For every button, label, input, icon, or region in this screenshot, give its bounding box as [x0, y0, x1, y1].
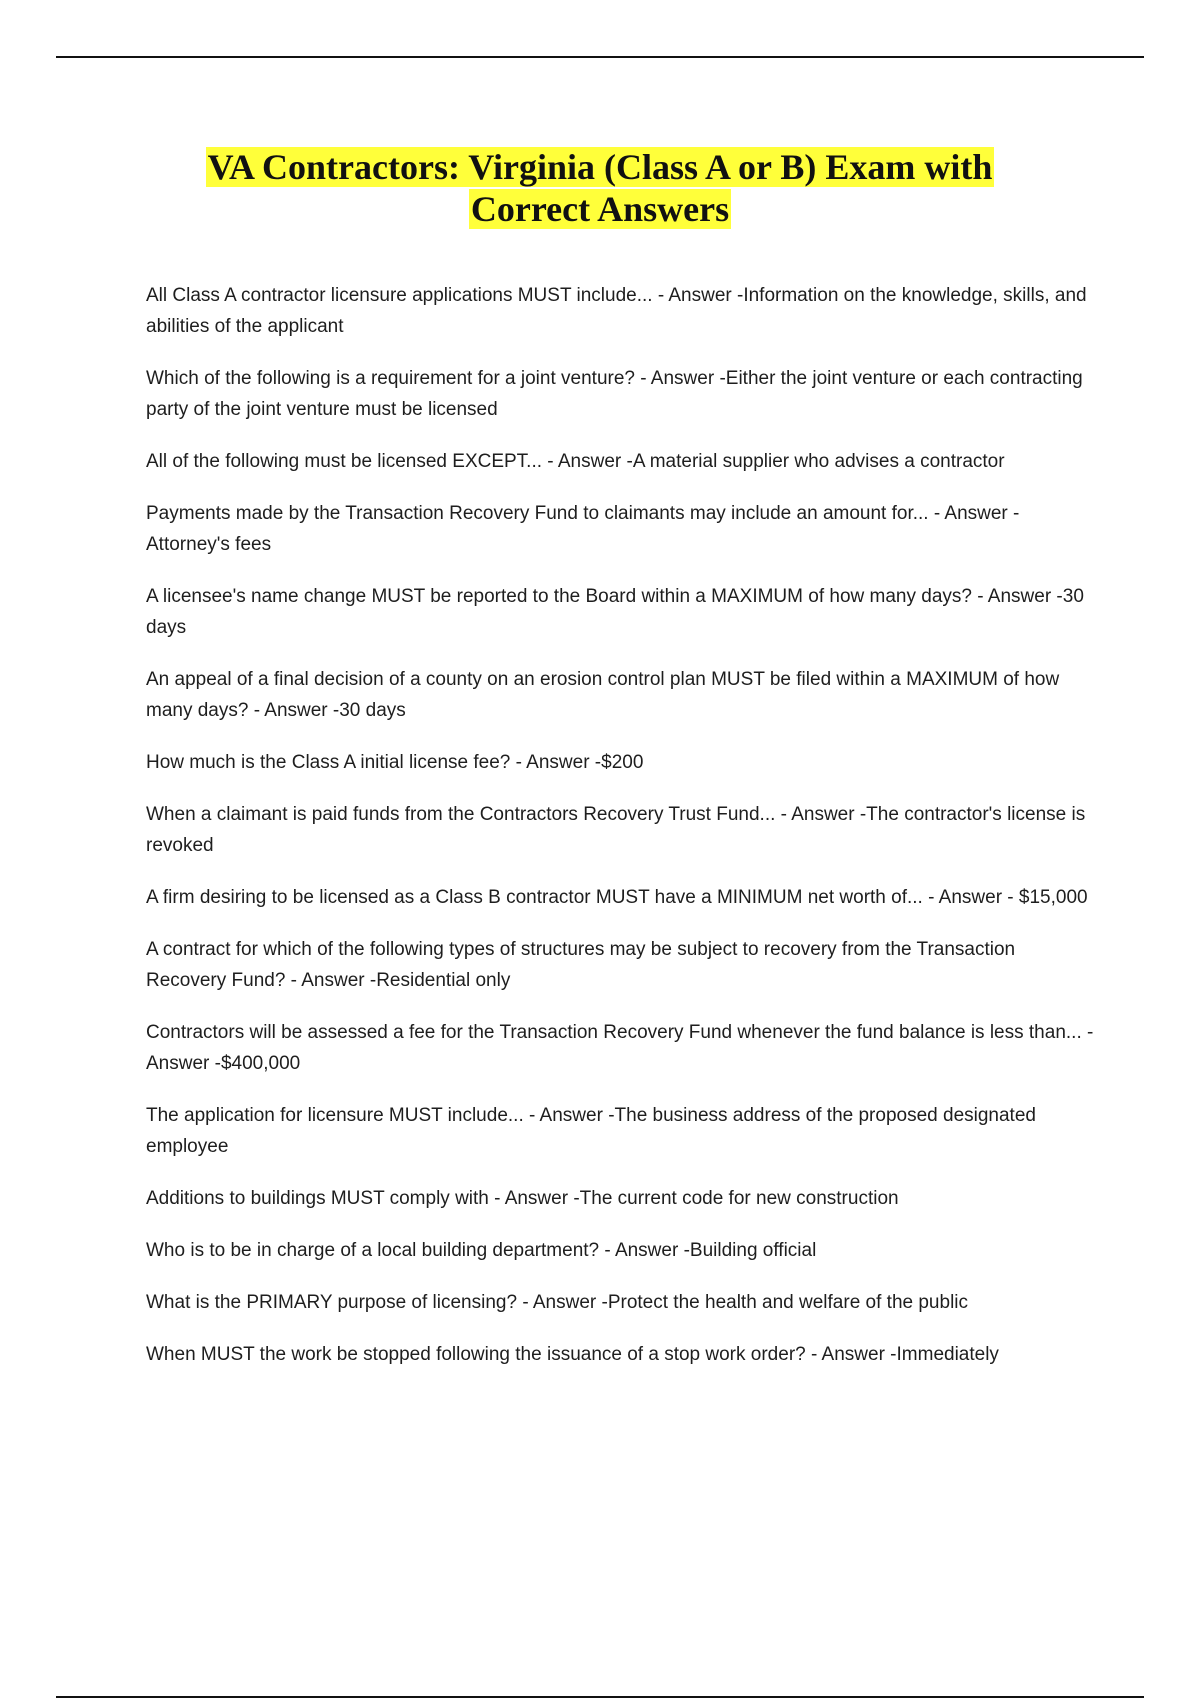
qa-item: Which of the following is a requirement for a joint venture? - Answer -Either the joint venture or each contracting party of the joint venture must be licensed: [146, 368, 1083, 420]
bottom-divider: [56, 1696, 1144, 1698]
top-divider: [56, 56, 1144, 58]
qa-item: Payments made by the Transaction Recovery Fund to claimants may include an amount for... - Answer - Attorney's fees: [146, 503, 1020, 555]
qa-item: Contractors will be assessed a fee for the Transaction Recovery Fund whenever the fund balance is less than... - Answer -$400,000: [146, 1022, 1094, 1074]
qa-item: The application for licensure MUST include... - Answer -The business address of the proposed designated employee: [146, 1105, 1036, 1157]
qa-item: A contract for which of the following types of structures may be subject to recovery from the Transaction Recovery Fund? - Answer -Residential only: [146, 939, 1016, 991]
qa-item: When a claimant is paid funds from the Contractors Recovery Trust Fund... - Answer -The contractor's license is revoked: [146, 804, 1086, 856]
qa-list: [146, 280, 1096, 1391]
qa-item: When MUST the work be stopped following the issuance of a stop work order? - Answer -Immediately: [146, 1344, 999, 1365]
qa-item: A licensee's name change MUST be reported to the Board within a MAXIMUM of how many days? - Answer -30 days: [146, 586, 1084, 638]
qa-item: What is the PRIMARY purpose of licensing? - Answer -Protect the health and welfare of the public: [146, 1292, 969, 1313]
qa-item: An appeal of a final decision of a county on an erosion control plan MUST be filed within a MAXIMUM of how many days? - Answer -30 days: [146, 669, 1060, 721]
qa-item: All of the following must be licensed EXCEPT... - Answer -A material supplier who advises a contractor: [146, 451, 1005, 472]
title-line-2: Correct Answers: [470, 189, 730, 229]
qa-item: Who is to be in charge of a local building department? - Answer -Building official: [146, 1240, 817, 1261]
qa-item: A firm desiring to be licensed as a Class B contractor MUST have a MINIMUM net worth of... - Answer - $15,000: [146, 887, 1088, 908]
qa-item: All Class A contractor licensure applications MUST include... - Answer -Information on the knowledge, skills, and abilities of the applicant: [146, 285, 1087, 337]
title-line-1: VA Contractors: Virginia (Class A or B) Exam with: [207, 147, 993, 187]
qa-item: How much is the Class A initial license fee? - Answer -$200: [146, 752, 644, 773]
qa-item: Additions to buildings MUST comply with - Answer -The current code for new construction: [146, 1188, 899, 1209]
page-title: [100, 146, 1100, 230]
